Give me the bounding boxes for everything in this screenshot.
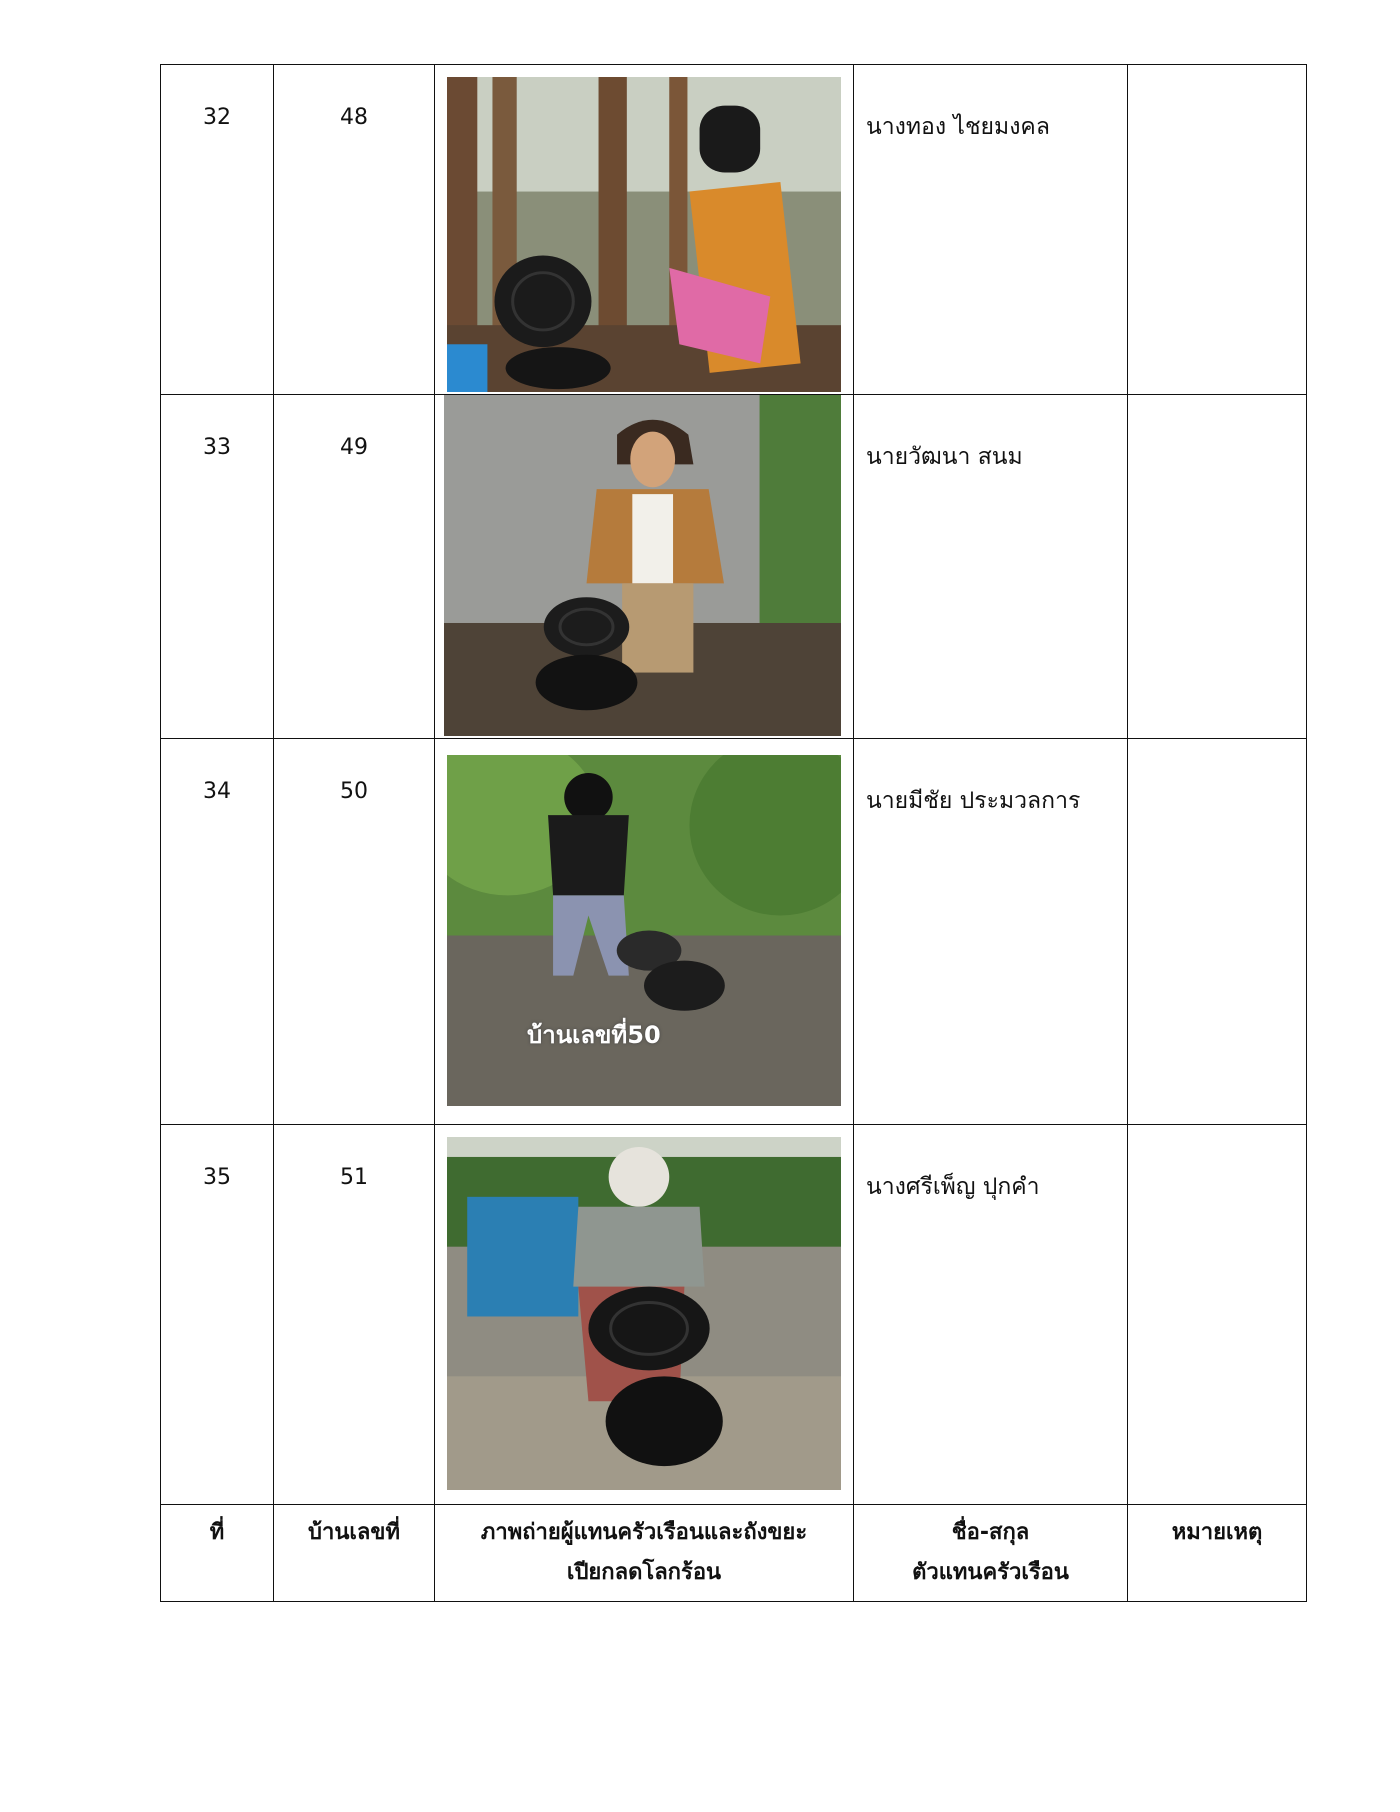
- row-number: 34: [161, 739, 274, 1125]
- header-name-line1: ชื่อ-สกุล: [951, 1520, 1030, 1545]
- header-no: ที่: [161, 1505, 274, 1602]
- remark-cell: [1128, 739, 1307, 1125]
- header-photo: [435, 1505, 854, 1602]
- header-name: [854, 1505, 1128, 1602]
- household-name: นางศรีเพ็ญ ปุกคำ: [854, 1125, 1128, 1505]
- header-photo-line2: เปียกลดโลกร้อน: [566, 1560, 722, 1585]
- table-row: [161, 395, 1307, 739]
- table-header-row: [161, 1505, 1307, 1602]
- house-number: 50: [274, 739, 435, 1125]
- table-row: [161, 65, 1307, 395]
- house-number: 51: [274, 1125, 435, 1505]
- household-photo: [447, 1137, 841, 1490]
- household-photo: [444, 395, 841, 736]
- row-number: 32: [161, 65, 274, 395]
- photo-cell: [435, 1125, 854, 1505]
- header-photo-line1: ภาพถ่ายผู้แทนครัวเรือนและถังขยะ: [480, 1520, 808, 1545]
- household-table: [160, 64, 1307, 1602]
- row-number: 35: [161, 1125, 274, 1505]
- table-row: [161, 739, 1307, 1125]
- header-name-line2: ตัวแทนครัวเรือน: [912, 1560, 1069, 1585]
- household-photo: [447, 755, 841, 1106]
- photo-cell: [435, 395, 854, 739]
- row-number: 33: [161, 395, 274, 739]
- household-photo: [447, 77, 841, 392]
- remark-cell: [1128, 65, 1307, 395]
- header-house-number: บ้านเลขที่: [274, 1505, 435, 1602]
- house-number: 49: [274, 395, 435, 739]
- household-name: นางทอง ไชยมงคล: [854, 65, 1128, 395]
- photo-caption: บ้านเลขที่50: [527, 1021, 661, 1049]
- remark-cell: [1128, 395, 1307, 739]
- remark-cell: [1128, 1125, 1307, 1505]
- photo-cell: [435, 65, 854, 395]
- table-row: [161, 1125, 1307, 1505]
- header-remark: หมายเหตุ: [1128, 1505, 1307, 1602]
- household-name: นายมีชัย ประมวลการ: [854, 739, 1128, 1125]
- household-name: นายวัฒนา สนม: [854, 395, 1128, 739]
- photo-cell: [435, 739, 854, 1125]
- house-number: 48: [274, 65, 435, 395]
